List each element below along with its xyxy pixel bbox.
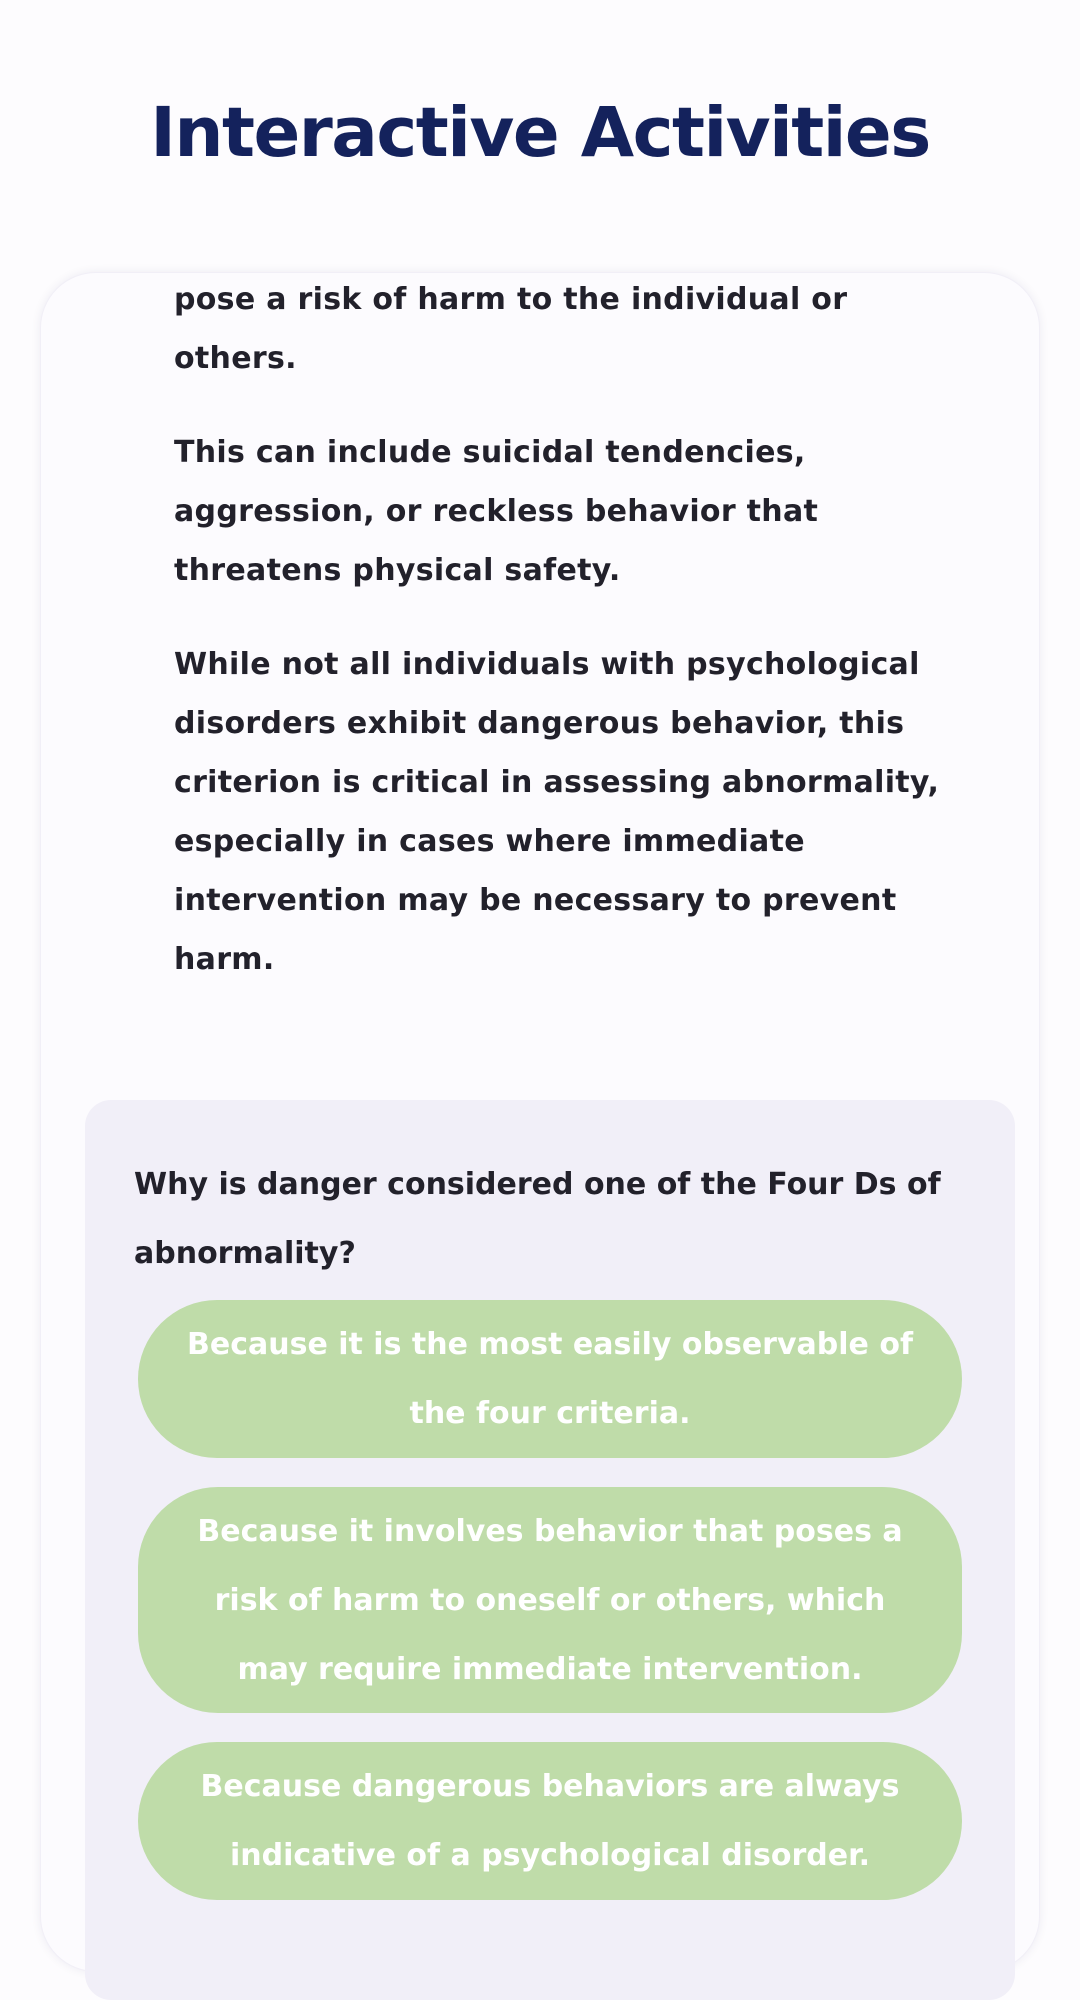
answer-option-label: Because it involves behavior that poses a risk of harm to oneself or others, which may require immediate intervention. (197, 1513, 903, 1687)
content-paragraph: While not all individuals with psychological disorders exhibit dangerous behavior, this criterion is critical in assessing abnormality, especially in cases where immediate intervention may be necessary to prevent harm. (174, 647, 940, 977)
content-paragraph: pose a risk of harm to the individual or others. (174, 282, 848, 376)
quiz-question: Why is danger considered one of the Four Ds of abnormality? (134, 1167, 941, 1271)
answer-option-3[interactable] (138, 1742, 962, 1900)
page-title: Interactive Activities (150, 93, 930, 173)
answer-option-label: Because dangerous behaviors are always indicative of a psychological disorder. (200, 1769, 900, 1873)
answer-option-label: Because it is the most easily observable of the four criteria. (186, 1327, 913, 1431)
answer-option-1[interactable] (138, 1300, 962, 1458)
answer-option-2[interactable] (138, 1487, 962, 1713)
content-paragraph: This can include suicidal tendencies, aggression, or reckless behavior that threatens physical safety. (174, 435, 819, 588)
content-text (174, 270, 964, 1024)
